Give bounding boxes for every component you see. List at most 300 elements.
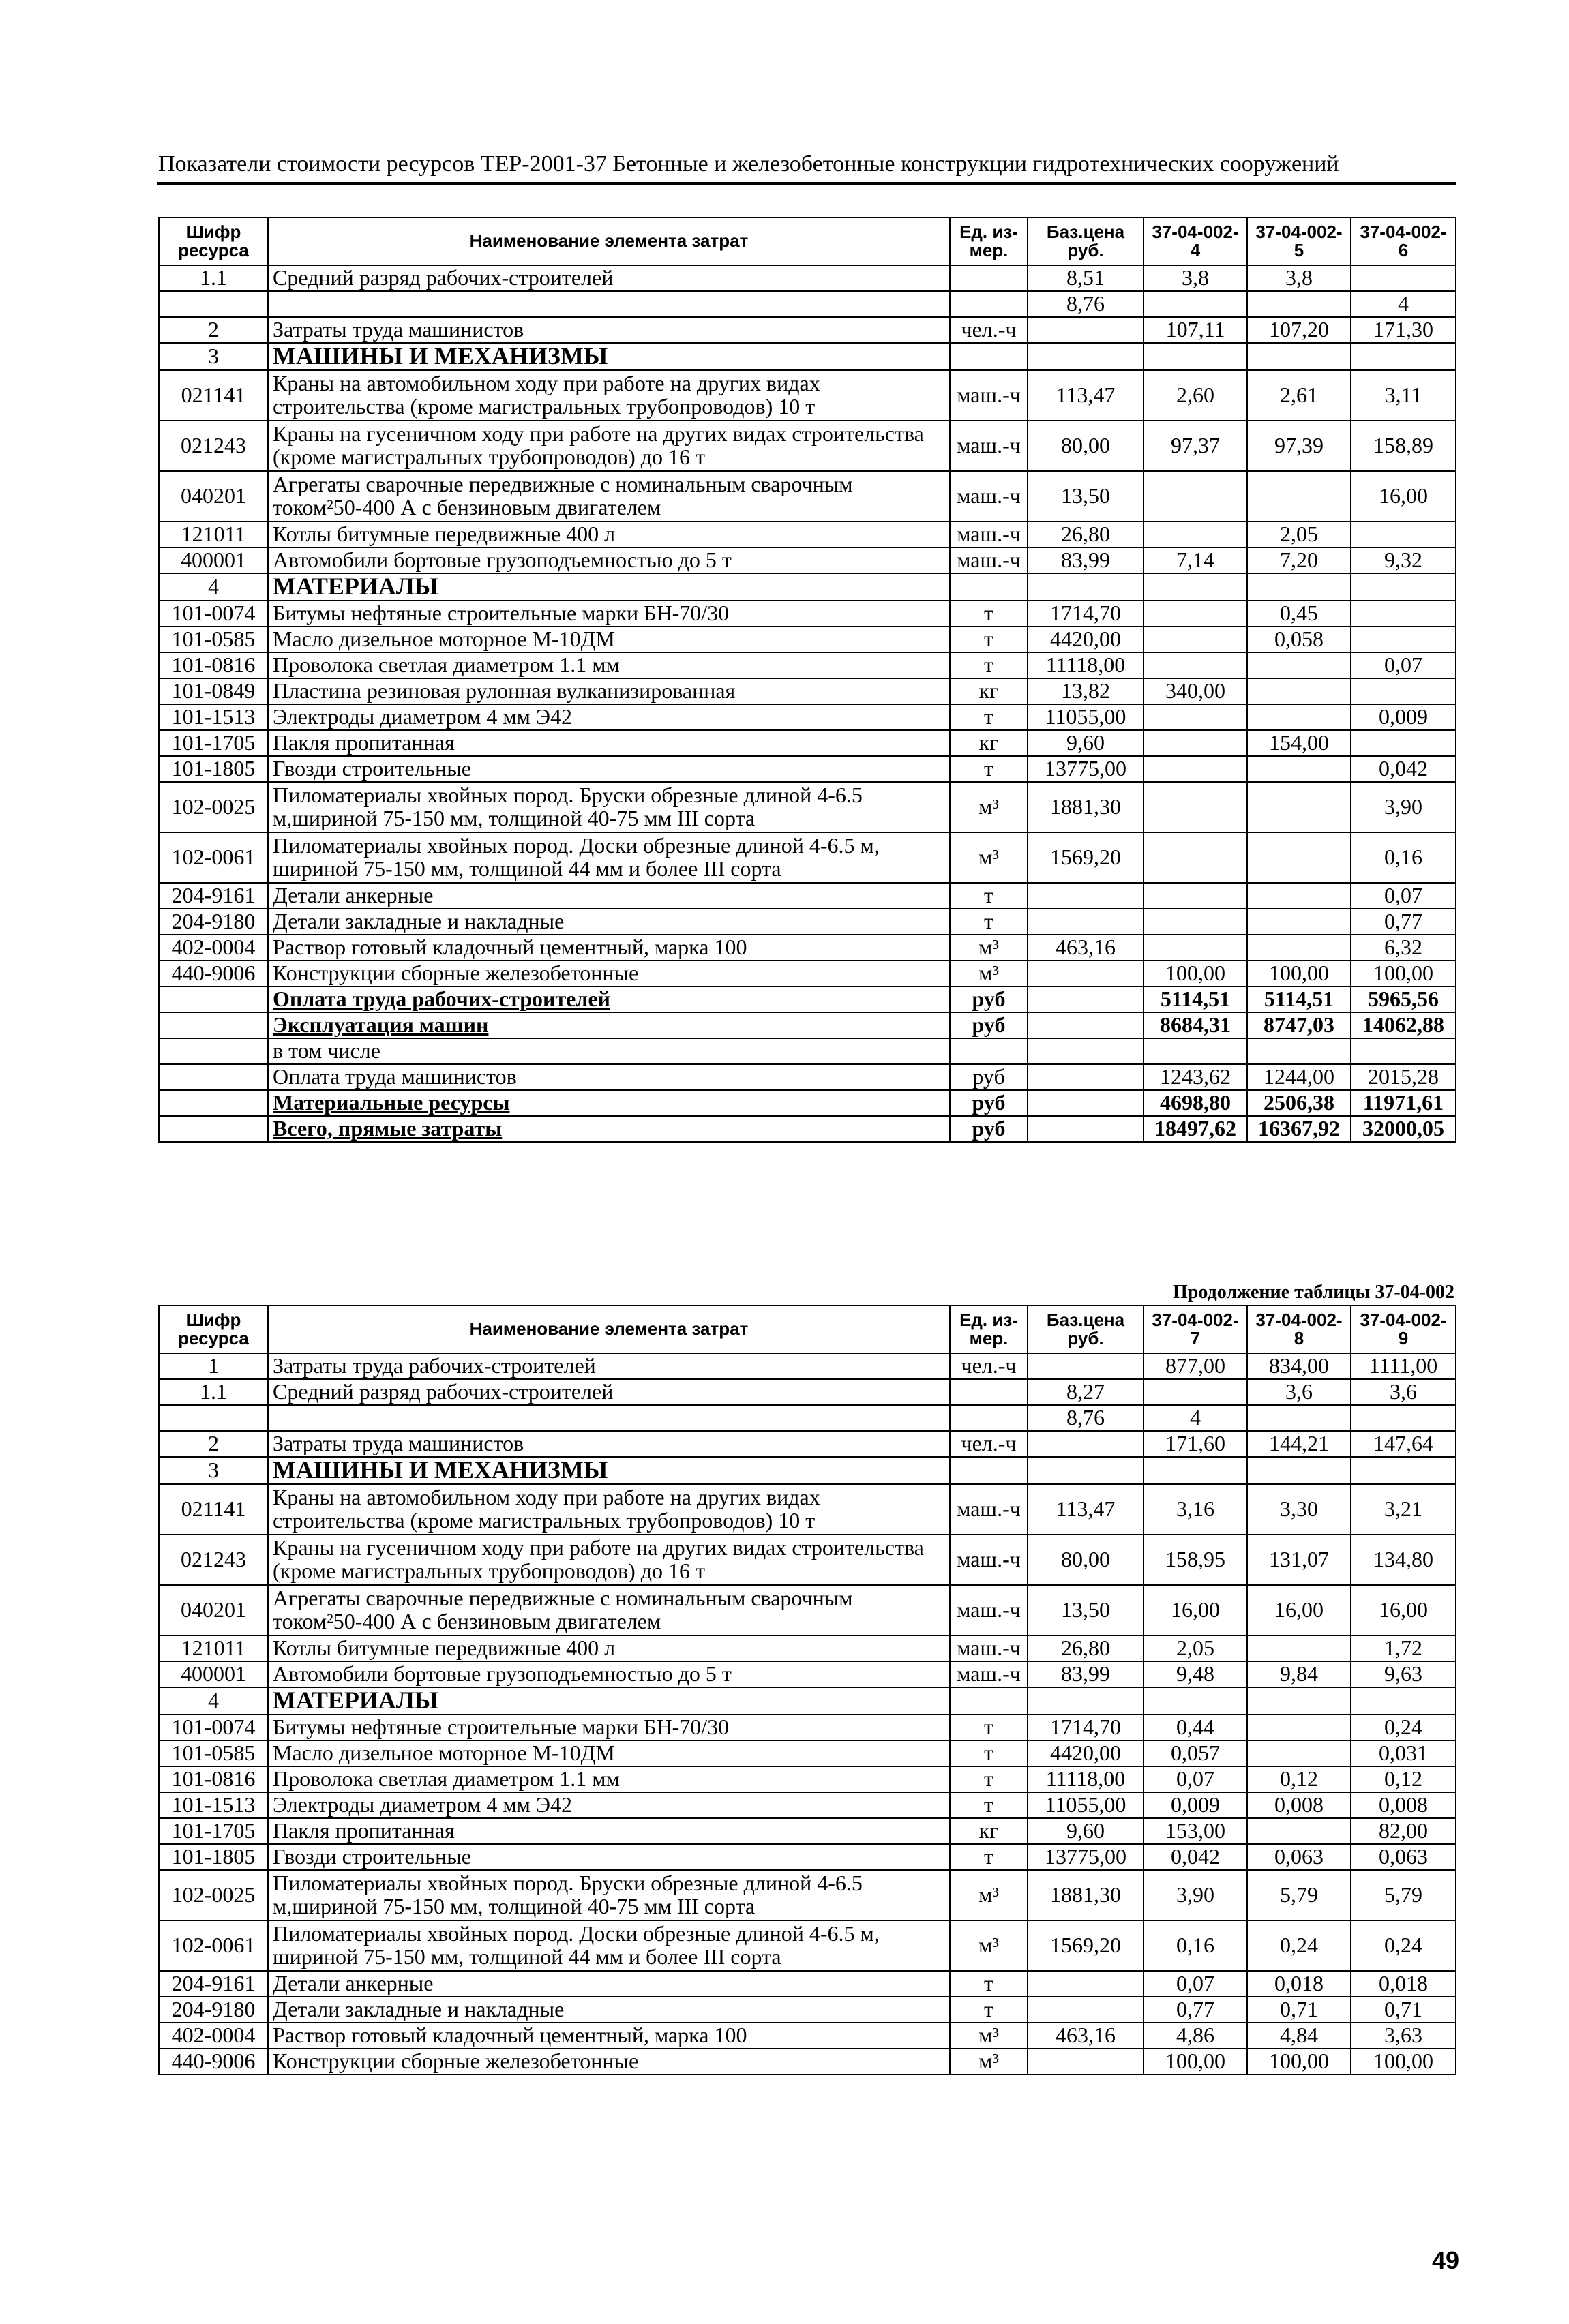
- value-cell: 5,79: [1247, 1870, 1351, 1920]
- resource-table-2: [158, 1305, 1456, 2075]
- base-price: 9,60: [1028, 1818, 1144, 1844]
- value-cell: [1144, 471, 1247, 522]
- base-price: 13,50: [1028, 1585, 1144, 1635]
- unit-cell: м³: [950, 2023, 1028, 2049]
- item-name: Пластина резиновая рулонная вулканизированная: [268, 678, 950, 704]
- base-price: [1028, 343, 1144, 370]
- resource-code: 400001: [159, 1661, 268, 1687]
- base-price: 26,80: [1028, 1635, 1144, 1661]
- value-cell: [1351, 522, 1456, 547]
- header-cell: Наименование элемента затрат: [268, 217, 950, 265]
- resource-code: 4: [159, 1687, 268, 1715]
- value-cell: [1144, 730, 1247, 756]
- value-cell: [1144, 627, 1247, 652]
- unit-cell: т: [950, 1792, 1028, 1818]
- page-header: Показатели стоимости ресурсов ТЕР-2001-37 Бетонные и железобетонные конструкции гидротехнических сооружений: [158, 151, 1339, 177]
- value-cell: 0,77: [1144, 1997, 1247, 2023]
- value-cell: [1247, 1740, 1351, 1766]
- table-row: [159, 1997, 1456, 2023]
- value-cell: 107,20: [1247, 317, 1351, 343]
- item-name: Битумы нефтяные строительные марки БН-70/30: [268, 1715, 950, 1740]
- unit-cell: т: [950, 652, 1028, 678]
- item-name: Краны на автомобильном ходу при работе на других видах строительства (кроме магистральных трубопроводов) 10 т: [268, 370, 950, 421]
- item-name: Краны на гусеничном ходу при работе на других видах строительства (кроме магистральных трубопроводов) до 16 т: [268, 421, 950, 471]
- value-cell: [1351, 1038, 1456, 1064]
- value-cell: [1144, 343, 1247, 370]
- value-cell: 1,72: [1351, 1635, 1456, 1661]
- resource-code: 101-0585: [159, 627, 268, 652]
- item-name: Гвозди строительные: [268, 1844, 950, 1870]
- value-cell: 3,6: [1351, 1379, 1456, 1405]
- base-price: 13,82: [1028, 678, 1144, 704]
- value-cell: [1144, 601, 1247, 627]
- unit-cell: м³: [950, 2049, 1028, 2074]
- table-row: [159, 1379, 1456, 1405]
- unit-cell: т: [950, 1997, 1028, 2023]
- value-cell: [1144, 909, 1247, 935]
- item-name: Гвозди строительные: [268, 756, 950, 782]
- resource-code: 3: [159, 1457, 268, 1484]
- unit-cell: т: [950, 1971, 1028, 1997]
- resource-code: [159, 986, 268, 1012]
- unit-cell: маш.-ч: [950, 370, 1028, 421]
- table-row: [159, 291, 1456, 317]
- base-price: 80,00: [1028, 1535, 1144, 1585]
- table-row: [159, 1585, 1456, 1635]
- value-cell: 100,00: [1351, 961, 1456, 986]
- resource-code: [159, 1405, 268, 1431]
- base-price: 463,16: [1028, 935, 1144, 961]
- unit-cell: т: [950, 1715, 1028, 1740]
- value-cell: 9,32: [1351, 547, 1456, 573]
- value-cell: [1144, 291, 1247, 317]
- value-cell: 0,042: [1144, 1844, 1247, 1870]
- unit-cell: чел.-ч: [950, 1431, 1028, 1457]
- value-cell: [1144, 782, 1247, 832]
- item-name: Детали анкерные: [268, 883, 950, 909]
- base-price: 1569,20: [1028, 1920, 1144, 1971]
- resource-code: 101-1805: [159, 1844, 268, 1870]
- resource-code: 102-0061: [159, 1920, 268, 1971]
- value-cell: 14062,88: [1351, 1012, 1456, 1038]
- base-price: 113,47: [1028, 1484, 1144, 1535]
- unit-cell: маш.-ч: [950, 1484, 1028, 1535]
- value-cell: [1247, 291, 1351, 317]
- base-price: 4420,00: [1028, 1740, 1144, 1766]
- value-cell: 3,30: [1247, 1484, 1351, 1535]
- resource-code: 101-0074: [159, 1715, 268, 1740]
- table-row: [159, 730, 1456, 756]
- item-name: Проволока светлая диаметром 1.1 мм: [268, 1766, 950, 1792]
- value-cell: [1351, 265, 1456, 291]
- base-price: [1028, 1457, 1144, 1484]
- value-cell: 147,64: [1351, 1431, 1456, 1457]
- item-name: Агрегаты сварочные передвижные с номинальным сварочным током²50-400 А с бензиновым двигателем: [268, 471, 950, 522]
- value-cell: 16,00: [1351, 1585, 1456, 1635]
- value-cell: 8684,31: [1144, 1012, 1247, 1038]
- resource-code: [159, 1038, 268, 1064]
- value-cell: 0,24: [1351, 1920, 1456, 1971]
- value-cell: 32000,05: [1351, 1116, 1456, 1142]
- resource-code: 402-0004: [159, 2023, 268, 2049]
- value-cell: 16367,92: [1247, 1116, 1351, 1142]
- item-name: Пакля пропитанная: [268, 730, 950, 756]
- value-cell: [1247, 678, 1351, 704]
- table-row: [159, 704, 1456, 730]
- base-price: 1714,70: [1028, 601, 1144, 627]
- table-row: [159, 1971, 1456, 1997]
- item-name: Раствор готовый кладочный цементный, марка 100: [268, 2023, 950, 2049]
- unit-cell: [950, 291, 1028, 317]
- base-price: 113,47: [1028, 370, 1144, 421]
- unit-cell: [950, 1405, 1028, 1431]
- value-cell: 0,07: [1144, 1766, 1247, 1792]
- value-cell: [1247, 573, 1351, 601]
- base-price: [1028, 1687, 1144, 1715]
- value-cell: 131,07: [1247, 1535, 1351, 1585]
- item-name: Детали закладные и накладные: [268, 1997, 950, 2023]
- unit-cell: кг: [950, 730, 1028, 756]
- resource-code: 101-0816: [159, 652, 268, 678]
- base-price: [1028, 1012, 1144, 1038]
- base-price: [1028, 1997, 1144, 2023]
- value-cell: [1247, 832, 1351, 883]
- base-price: 9,60: [1028, 730, 1144, 756]
- base-price: 1569,20: [1028, 832, 1144, 883]
- header-cell: 37-04-002-4: [1144, 217, 1247, 265]
- value-cell: 5114,51: [1247, 986, 1351, 1012]
- value-cell: [1144, 756, 1247, 782]
- value-cell: [1351, 627, 1456, 652]
- table-row: [159, 1766, 1456, 1792]
- value-cell: [1247, 1457, 1351, 1484]
- value-cell: 158,89: [1351, 421, 1456, 471]
- item-name: Средний разряд рабочих-строителей: [268, 265, 950, 291]
- value-cell: 158,95: [1144, 1535, 1247, 1585]
- value-cell: 97,39: [1247, 421, 1351, 471]
- unit-cell: т: [950, 909, 1028, 935]
- value-cell: 82,00: [1351, 1818, 1456, 1844]
- resource-code: 101-1513: [159, 704, 268, 730]
- value-cell: [1247, 909, 1351, 935]
- table-row: [159, 1038, 1456, 1064]
- value-cell: 3,16: [1144, 1484, 1247, 1535]
- resource-code: 101-0816: [159, 1766, 268, 1792]
- item-name: Пиломатериалы хвойных пород. Бруски обрезные длиной 4-6.5 м,шириной 75-150 мм, толщиной 40-75 мм III сорта: [268, 782, 950, 832]
- header-cell: 37-04-002-7: [1144, 1306, 1247, 1353]
- value-cell: [1247, 1818, 1351, 1844]
- base-price: 13775,00: [1028, 1844, 1144, 1870]
- value-cell: 877,00: [1144, 1353, 1247, 1379]
- value-cell: 1244,00: [1247, 1064, 1351, 1090]
- unit-cell: т: [950, 1844, 1028, 1870]
- base-price: [1028, 1116, 1144, 1142]
- table-row: [159, 678, 1456, 704]
- value-cell: [1351, 601, 1456, 627]
- total-row: [159, 1116, 1456, 1142]
- value-cell: 0,44: [1144, 1715, 1247, 1740]
- header-cell: 37-04-002-8: [1247, 1306, 1351, 1353]
- base-price: [1028, 1090, 1144, 1116]
- base-price: 1881,30: [1028, 1870, 1144, 1920]
- base-price: 13775,00: [1028, 756, 1144, 782]
- item-name: Котлы битумные передвижные 400 л: [268, 1635, 950, 1661]
- item-name: [268, 1405, 950, 1431]
- base-price: 11055,00: [1028, 1792, 1144, 1818]
- value-cell: 0,057: [1144, 1740, 1247, 1766]
- resource-code: 1.1: [159, 1379, 268, 1405]
- item-name: Затраты труда машинистов: [268, 317, 950, 343]
- header-row: [159, 217, 1456, 265]
- value-cell: [1144, 1038, 1247, 1064]
- value-cell: 100,00: [1351, 2049, 1456, 2074]
- base-price: [1028, 317, 1144, 343]
- table-row: [159, 1064, 1456, 1090]
- item-name: Масло дизельное моторное М-10ДМ: [268, 1740, 950, 1766]
- item-name: МАТЕРИАЛЫ: [268, 573, 950, 601]
- value-cell: 171,30: [1351, 317, 1456, 343]
- value-cell: 16,00: [1351, 471, 1456, 522]
- value-cell: 2,05: [1247, 522, 1351, 547]
- base-price: [1028, 986, 1144, 1012]
- value-cell: 100,00: [1247, 2049, 1351, 2074]
- base-price: 4420,00: [1028, 627, 1144, 652]
- table-row: [159, 909, 1456, 935]
- base-price: [1028, 1038, 1144, 1064]
- value-cell: [1247, 1715, 1351, 1740]
- resource-code: 1.1: [159, 265, 268, 291]
- resource-code: 101-1805: [159, 756, 268, 782]
- value-cell: 0,031: [1351, 1740, 1456, 1766]
- value-cell: 0,018: [1247, 1971, 1351, 1997]
- value-cell: 0,71: [1247, 1997, 1351, 2023]
- value-cell: [1144, 704, 1247, 730]
- value-cell: 154,00: [1247, 730, 1351, 756]
- base-price: 83,99: [1028, 1661, 1144, 1687]
- table-row: [159, 1353, 1456, 1379]
- table-row: [159, 1431, 1456, 1457]
- value-cell: 0,71: [1351, 1997, 1456, 2023]
- unit-cell: кг: [950, 678, 1028, 704]
- table-row: [159, 1405, 1456, 1431]
- resource-code: 121011: [159, 1635, 268, 1661]
- unit-cell: [950, 265, 1028, 291]
- base-price: 11118,00: [1028, 652, 1144, 678]
- value-cell: 97,37: [1144, 421, 1247, 471]
- value-cell: 4698,80: [1144, 1090, 1247, 1116]
- continuation-label: Продолжение таблицы 37-04-002: [1173, 1282, 1454, 1303]
- table-row: [159, 370, 1456, 421]
- value-cell: 4,86: [1144, 2023, 1247, 2049]
- value-cell: 0,16: [1351, 832, 1456, 883]
- value-cell: 2506,38: [1247, 1090, 1351, 1116]
- item-name: МАШИНЫ И МЕХАНИЗМЫ: [268, 343, 950, 370]
- item-name: Конструкции сборные железобетонные: [268, 2049, 950, 2074]
- value-cell: 5,79: [1351, 1870, 1456, 1920]
- item-name: Всего, прямые затраты: [268, 1116, 950, 1142]
- value-cell: 107,11: [1144, 317, 1247, 343]
- table-row: [159, 935, 1456, 961]
- table-row: [159, 547, 1456, 573]
- item-name: Оплата труда машинистов: [268, 1064, 950, 1090]
- resource-code: [159, 1064, 268, 1090]
- value-cell: 100,00: [1144, 2049, 1247, 2074]
- value-cell: 4: [1144, 1405, 1247, 1431]
- base-price: 26,80: [1028, 522, 1144, 547]
- value-cell: 4: [1351, 291, 1456, 317]
- unit-cell: маш.-ч: [950, 1585, 1028, 1635]
- value-cell: 0,018: [1351, 1971, 1456, 1997]
- base-price: [1028, 883, 1144, 909]
- item-name: МАТЕРИАЛЫ: [268, 1687, 950, 1715]
- value-cell: 0,009: [1351, 704, 1456, 730]
- base-price: [1028, 1971, 1144, 1997]
- item-name: Затраты труда машинистов: [268, 1431, 950, 1457]
- header-cell: Ед. из-мер.: [950, 1306, 1028, 1353]
- value-cell: [1351, 1687, 1456, 1715]
- unit-cell: маш.-ч: [950, 471, 1028, 522]
- section-row: [159, 573, 1456, 601]
- item-name: Эксплуатация машин: [268, 1012, 950, 1038]
- resource-code: 102-0061: [159, 832, 268, 883]
- base-price: 1714,70: [1028, 1715, 1144, 1740]
- unit-cell: руб: [950, 1116, 1028, 1142]
- table-row: [159, 317, 1456, 343]
- value-cell: 3,8: [1144, 265, 1247, 291]
- value-cell: [1247, 704, 1351, 730]
- value-cell: 153,00: [1144, 1818, 1247, 1844]
- item-name: Масло дизельное моторное М-10ДМ: [268, 627, 950, 652]
- value-cell: 3,90: [1144, 1870, 1247, 1920]
- header-cell: Шифр ресурса: [159, 217, 268, 265]
- unit-cell: чел.-ч: [950, 317, 1028, 343]
- value-cell: 134,80: [1351, 1535, 1456, 1585]
- total-row: [159, 986, 1456, 1012]
- resource-code: 101-0849: [159, 678, 268, 704]
- item-name: Проволока светлая диаметром 1.1 мм: [268, 652, 950, 678]
- value-cell: 340,00: [1144, 678, 1247, 704]
- unit-cell: [950, 573, 1028, 601]
- value-cell: 3,11: [1351, 370, 1456, 421]
- value-cell: 3,63: [1351, 2023, 1456, 2049]
- value-cell: [1351, 730, 1456, 756]
- header-cell: 37-04-002-9: [1351, 1306, 1456, 1353]
- value-cell: 1243,62: [1144, 1064, 1247, 1090]
- value-cell: [1247, 883, 1351, 909]
- table-row: [159, 1535, 1456, 1585]
- table-row: [159, 961, 1456, 986]
- item-name: Электроды диаметром 4 мм Э42: [268, 704, 950, 730]
- header-cell: Наименование элемента затрат: [268, 1306, 950, 1353]
- value-cell: [1351, 678, 1456, 704]
- value-cell: 3,21: [1351, 1484, 1456, 1535]
- value-cell: 6,32: [1351, 935, 1456, 961]
- header-cell: Ед. из-мер.: [950, 217, 1028, 265]
- value-cell: 9,63: [1351, 1661, 1456, 1687]
- resource-code: 021243: [159, 1535, 268, 1585]
- resource-code: [159, 291, 268, 317]
- resource-code: 440-9006: [159, 961, 268, 986]
- value-cell: 144,21: [1247, 1431, 1351, 1457]
- value-cell: [1144, 522, 1247, 547]
- resource-code: 040201: [159, 471, 268, 522]
- value-cell: [1247, 652, 1351, 678]
- value-cell: [1351, 343, 1456, 370]
- value-cell: [1247, 343, 1351, 370]
- value-cell: [1247, 782, 1351, 832]
- value-cell: [1144, 1687, 1247, 1715]
- value-cell: [1247, 1687, 1351, 1715]
- table-row: [159, 1635, 1456, 1661]
- base-price: 463,16: [1028, 2023, 1144, 2049]
- value-cell: [1144, 832, 1247, 883]
- base-price: [1028, 961, 1144, 986]
- value-cell: [1144, 1379, 1247, 1405]
- resource-code: 101-1705: [159, 730, 268, 756]
- base-price: [1028, 1064, 1144, 1090]
- resource-code: 204-9161: [159, 1971, 268, 1997]
- item-name: Пиломатериалы хвойных пород. Бруски обрезные длиной 4-6.5 м,шириной 75-150 мм, толщиной 40-75 мм III сорта: [268, 1870, 950, 1920]
- table-row: [159, 1484, 1456, 1535]
- item-name: Детали закладные и накладные: [268, 909, 950, 935]
- resource-table-1: [158, 217, 1456, 1143]
- value-cell: 5965,56: [1351, 986, 1456, 1012]
- value-cell: 11971,61: [1351, 1090, 1456, 1116]
- header-cell: Баз.цена руб.: [1028, 217, 1144, 265]
- base-price: [1028, 573, 1144, 601]
- value-cell: 18497,62: [1144, 1116, 1247, 1142]
- value-cell: 16,00: [1144, 1585, 1247, 1635]
- base-price: 83,99: [1028, 547, 1144, 573]
- base-price: 13,50: [1028, 471, 1144, 522]
- unit-cell: чел.-ч: [950, 1353, 1028, 1379]
- resource-code: 121011: [159, 522, 268, 547]
- page-number: 49: [1431, 2246, 1459, 2274]
- unit-cell: т: [950, 1740, 1028, 1766]
- value-cell: [1247, 1038, 1351, 1064]
- unit-cell: м³: [950, 961, 1028, 986]
- table-row: [159, 601, 1456, 627]
- value-cell: 0,77: [1351, 909, 1456, 935]
- resource-code: 3: [159, 343, 268, 370]
- item-name: Краны на автомобильном ходу при работе на других видах строительства (кроме магистральных трубопроводов) 10 т: [268, 1484, 950, 1535]
- base-price: [1028, 909, 1144, 935]
- resource-code: 2: [159, 317, 268, 343]
- table-row: [159, 265, 1456, 291]
- value-cell: 2,60: [1144, 370, 1247, 421]
- value-cell: 7,14: [1144, 547, 1247, 573]
- item-name: Раствор готовый кладочный цементный, марка 100: [268, 935, 950, 961]
- table-row: [159, 756, 1456, 782]
- resource-code: 102-0025: [159, 782, 268, 832]
- value-cell: 9,48: [1144, 1661, 1247, 1687]
- header-cell: Баз.цена руб.: [1028, 1306, 1144, 1353]
- table-row: [159, 421, 1456, 471]
- unit-cell: м³: [950, 1920, 1028, 1971]
- table-body: [159, 1353, 1456, 2074]
- item-name: Агрегаты сварочные передвижные с номинальным сварочным током²50-400 А с бензиновым двигателем: [268, 1585, 950, 1635]
- header-cell: 37-04-002-5: [1247, 217, 1351, 265]
- table-row: [159, 1844, 1456, 1870]
- base-price: [1028, 2049, 1144, 2074]
- resource-code: 101-1513: [159, 1792, 268, 1818]
- item-name: Конструкции сборные железобетонные: [268, 961, 950, 986]
- value-cell: 171,60: [1144, 1431, 1247, 1457]
- base-price: 8,27: [1028, 1379, 1144, 1405]
- value-cell: 0,042: [1351, 756, 1456, 782]
- value-cell: 0,063: [1247, 1844, 1351, 1870]
- item-name: Оплата труда рабочих-строителей: [268, 986, 950, 1012]
